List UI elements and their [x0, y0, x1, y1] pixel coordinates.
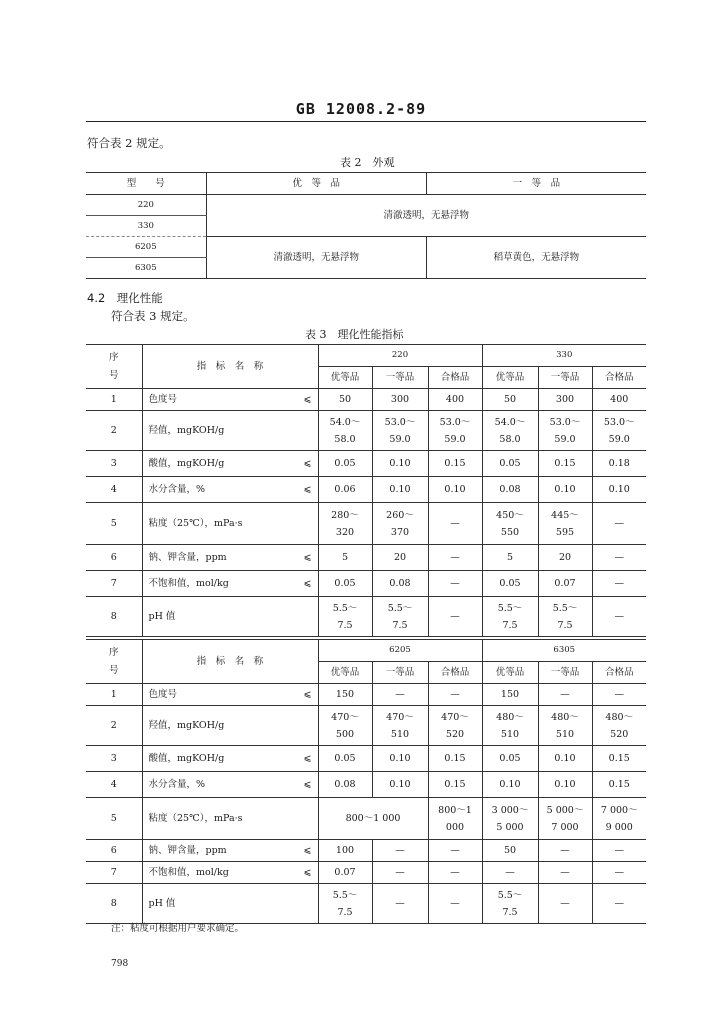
table2-premium-row2: 清澈透明，无悬浮物 — [206, 237, 426, 279]
value-cell: 5 — [318, 545, 372, 571]
value-cell: — — [482, 862, 538, 884]
table2-first-row2: 稻草黄色，无悬浮物 — [426, 237, 646, 279]
value-cell: — — [538, 862, 592, 884]
value-cell: 0.10 — [538, 746, 592, 772]
value-cell: 0.05 — [318, 571, 372, 597]
value-cell: 5.5～ 7.5 — [372, 597, 428, 637]
value-cell: 50 — [318, 389, 372, 411]
value-cell: — — [372, 862, 428, 884]
value-cell: — — [372, 684, 428, 706]
value-cell: — — [428, 684, 482, 706]
grade-header: 优等品 — [482, 367, 538, 389]
value-cell: 5 000～ 7 000 — [538, 798, 592, 840]
value-cell: 3 000～ 5 000 — [482, 798, 538, 840]
table-body — [86, 389, 646, 637]
table-row — [86, 571, 646, 597]
table-row — [86, 477, 646, 503]
value-cell: 480～ 520 — [592, 706, 646, 746]
value-cell: — — [428, 545, 482, 571]
grade-header: 合格品 — [592, 662, 646, 684]
table-row — [86, 772, 646, 798]
row-number: 7 — [86, 571, 142, 597]
value-cell: 0.05 — [318, 746, 372, 772]
table2-model-6205: 6205 — [86, 237, 206, 258]
value-cell: 150 — [318, 684, 372, 706]
table-properties-part1 — [86, 344, 646, 637]
value-cell: 5 — [482, 545, 538, 571]
value-cell: 0.08 — [372, 571, 428, 597]
property-name: 不饱和值，mol/kg — [142, 571, 292, 597]
model-6305-header: 6305 — [482, 640, 646, 662]
grade-header: 优等品 — [482, 662, 538, 684]
value-cell: — — [428, 884, 482, 924]
property-name: 色度号 — [142, 389, 292, 411]
value-cell: 5.5～ 7.5 — [318, 884, 372, 924]
table-row — [86, 706, 646, 746]
model-330-header: 330 — [482, 345, 646, 367]
property-name: 羟值，mgKOH/g — [142, 411, 292, 451]
value-cell: 0.10 — [428, 477, 482, 503]
property-name: pH 值 — [142, 597, 292, 637]
table-note: 注：粘度可根据用户要求确定。 — [111, 923, 245, 934]
value-cell: 50 — [482, 840, 538, 862]
grade-header: 一等品 — [372, 367, 428, 389]
value-cell: 53.0～ 59.0 — [538, 411, 592, 451]
value-cell: 0.10 — [372, 477, 428, 503]
value-cell: 20 — [372, 545, 428, 571]
value-cell: 0.15 — [592, 746, 646, 772]
le-symbol: ⩽ — [292, 862, 318, 884]
value-cell: — — [592, 597, 646, 637]
property-name: 粘度（25℃），mPa·s — [142, 798, 292, 840]
row-number: 3 — [86, 746, 142, 772]
row-number: 3 — [86, 451, 142, 477]
table2-header-model: 型 号 — [86, 173, 206, 195]
value-cell: 54.0～ 58.0 — [482, 411, 538, 451]
value-cell: 400 — [592, 389, 646, 411]
value-cell: — — [428, 862, 482, 884]
value-cell: 300 — [538, 389, 592, 411]
grade-header: 合格品 — [428, 367, 482, 389]
header-rule — [86, 121, 646, 122]
property-name: 酸值，mgKOH/g — [142, 451, 292, 477]
le-symbol — [292, 411, 318, 451]
property-name: 钠、钾含量，ppm — [142, 545, 292, 571]
le-symbol: ⩽ — [292, 545, 318, 571]
value-cell: — — [538, 684, 592, 706]
value-cell: 0.07 — [318, 862, 372, 884]
value-cell: 0.10 — [372, 451, 428, 477]
name-header: 指 标 名 称 — [142, 345, 318, 389]
table-properties-part2 — [86, 639, 646, 924]
value-cell: 480～ 510 — [482, 706, 538, 746]
property-name: 水分含量，% — [142, 772, 292, 798]
table2-header-first: 一 等 品 — [426, 173, 646, 195]
row-number: 6 — [86, 545, 142, 571]
grade-header: 一等品 — [372, 662, 428, 684]
property-name: 酸值，mgKOH/g — [142, 746, 292, 772]
grade-header: 优等品 — [318, 662, 372, 684]
value-cell: — — [592, 684, 646, 706]
value-cell: — — [372, 840, 428, 862]
value-cell: — — [592, 862, 646, 884]
row-number: 4 — [86, 477, 142, 503]
value-cell: 7 000～ 9 000 — [592, 798, 646, 840]
value-cell: 0.15 — [592, 772, 646, 798]
section-heading: 4.2 理化性能 — [87, 291, 163, 305]
value-cell: 0.15 — [428, 772, 482, 798]
le-symbol: ⩽ — [292, 451, 318, 477]
value-cell: 0.10 — [372, 772, 428, 798]
section-text: 符合表 3 规定。 — [111, 309, 195, 323]
value-cell: — — [592, 840, 646, 862]
value-cell: 450～ 550 — [482, 503, 538, 545]
value-cell: — — [592, 545, 646, 571]
value-cell: 0.07 — [538, 571, 592, 597]
table-body — [86, 684, 646, 924]
grade-header: 一等品 — [538, 662, 592, 684]
table-row — [86, 884, 646, 924]
le-symbol — [292, 706, 318, 746]
value-cell: — — [372, 884, 428, 924]
value-cell: 0.05 — [318, 451, 372, 477]
property-name: pH 值 — [142, 884, 292, 924]
value-cell: 0.18 — [592, 451, 646, 477]
le-symbol: ⩽ — [292, 389, 318, 411]
row-number: 1 — [86, 684, 142, 706]
property-name: 钠、钾含量，ppm — [142, 840, 292, 862]
le-symbol: ⩽ — [292, 684, 318, 706]
value-cell: — — [592, 884, 646, 924]
table2-appearance-row1: 清澈透明，无悬浮物 — [206, 195, 646, 237]
table-row — [86, 746, 646, 772]
value-cell: 260～ 370 — [372, 503, 428, 545]
value-cell: — — [538, 884, 592, 924]
table-row — [86, 597, 646, 637]
row-number: 5 — [86, 503, 142, 545]
value-cell: 400 — [428, 389, 482, 411]
value-cell: 0.05 — [482, 451, 538, 477]
value-cell: — — [592, 503, 646, 545]
value-cell: 445～ 595 — [538, 503, 592, 545]
value-cell: 100 — [318, 840, 372, 862]
value-cell: — — [538, 840, 592, 862]
value-cell: 0.15 — [428, 451, 482, 477]
row-number: 6 — [86, 840, 142, 862]
row-number: 8 — [86, 884, 142, 924]
table-row — [86, 545, 646, 571]
table2-header-premium: 优 等 品 — [206, 173, 426, 195]
table-row — [86, 389, 646, 411]
le-symbol: ⩽ — [292, 840, 318, 862]
value-cell: 0.10 — [538, 772, 592, 798]
serial-header: 序 号 — [86, 640, 142, 684]
row-number: 2 — [86, 411, 142, 451]
intro-text: 符合表 2 规定。 — [87, 136, 171, 150]
value-cell: 800～1 000 — [428, 798, 482, 840]
value-cell: 0.15 — [428, 746, 482, 772]
property-name: 粘度（25℃），mPa·s — [142, 503, 292, 545]
model-6205-header: 6205 — [318, 640, 482, 662]
name-header: 指 标 名 称 — [142, 640, 318, 684]
value-cell: 0.10 — [538, 477, 592, 503]
le-symbol: ⩽ — [292, 746, 318, 772]
value-cell: — — [428, 571, 482, 597]
page-number: 798 — [111, 959, 129, 969]
value-cell: 20 — [538, 545, 592, 571]
property-name: 水分含量，% — [142, 477, 292, 503]
grade-header: 一等品 — [538, 367, 592, 389]
row-number: 1 — [86, 389, 142, 411]
value-cell: 300 — [372, 389, 428, 411]
table2-model-6305: 6305 — [86, 258, 206, 279]
value-cell: 0.05 — [482, 571, 538, 597]
value-cell: 480～ 510 — [538, 706, 592, 746]
value-cell: 54.0～ 58.0 — [318, 411, 372, 451]
row-number: 8 — [86, 597, 142, 637]
row-number: 5 — [86, 798, 142, 840]
value-cell: 280～ 320 — [318, 503, 372, 545]
value-cell: 5.5～ 7.5 — [482, 884, 538, 924]
value-cell: 5.5～ 7.5 — [482, 597, 538, 637]
value-cell: 0.05 — [482, 746, 538, 772]
table-row — [86, 840, 646, 862]
value-cell: — — [428, 503, 482, 545]
row-number: 4 — [86, 772, 142, 798]
value-cell: 53.0～ 59.0 — [372, 411, 428, 451]
value-cell-merged: 800～1 000 — [318, 798, 428, 840]
table2-model-220: 220 — [86, 195, 206, 216]
table2-model-330: 330 — [86, 216, 206, 237]
value-cell: 5.5～ 7.5 — [538, 597, 592, 637]
row-number: 2 — [86, 706, 142, 746]
value-cell: 470～ 500 — [318, 706, 372, 746]
le-symbol — [292, 597, 318, 637]
le-symbol: ⩽ — [292, 772, 318, 798]
grade-header: 合格品 — [592, 367, 646, 389]
le-symbol: ⩽ — [292, 477, 318, 503]
table-row — [86, 411, 646, 451]
value-cell: 50 — [482, 389, 538, 411]
serial-header: 序 号 — [86, 345, 142, 389]
value-cell: 0.10 — [482, 772, 538, 798]
table-row — [86, 862, 646, 884]
value-cell: 0.08 — [318, 772, 372, 798]
row-number: 7 — [86, 862, 142, 884]
value-cell: 53.0～ 59.0 — [428, 411, 482, 451]
table-row — [86, 684, 646, 706]
le-symbol: ⩽ — [292, 571, 318, 597]
table-row — [86, 503, 646, 545]
value-cell: 0.06 — [318, 477, 372, 503]
grade-header: 合格品 — [428, 662, 482, 684]
property-name: 色度号 — [142, 684, 292, 706]
le-symbol — [292, 503, 318, 545]
property-name: 不饱和值，mol/kg — [142, 862, 292, 884]
table3-caption: 表 3 理化性能指标 — [305, 328, 404, 341]
value-cell: 53.0～ 59.0 — [592, 411, 646, 451]
value-cell: 0.08 — [482, 477, 538, 503]
value-cell: 0.15 — [538, 451, 592, 477]
value-cell: 470～ 520 — [428, 706, 482, 746]
model-220-header: 220 — [318, 345, 482, 367]
table2-caption: 表 2 外观 — [340, 156, 395, 169]
value-cell: — — [428, 840, 482, 862]
value-cell: 470～ 510 — [372, 706, 428, 746]
table-row — [86, 451, 646, 477]
le-symbol — [292, 798, 318, 840]
table-row — [86, 798, 646, 840]
value-cell: — — [592, 571, 646, 597]
document-header: GB 12008.2-89 — [295, 100, 427, 118]
value-cell: 150 — [482, 684, 538, 706]
table-appearance — [86, 172, 646, 279]
value-cell: 0.10 — [372, 746, 428, 772]
value-cell: 0.10 — [592, 477, 646, 503]
property-name: 羟值，mgKOH/g — [142, 706, 292, 746]
grade-header: 优等品 — [318, 367, 372, 389]
value-cell: — — [428, 597, 482, 637]
value-cell: 5.5～ 7.5 — [318, 597, 372, 637]
le-symbol — [292, 884, 318, 924]
